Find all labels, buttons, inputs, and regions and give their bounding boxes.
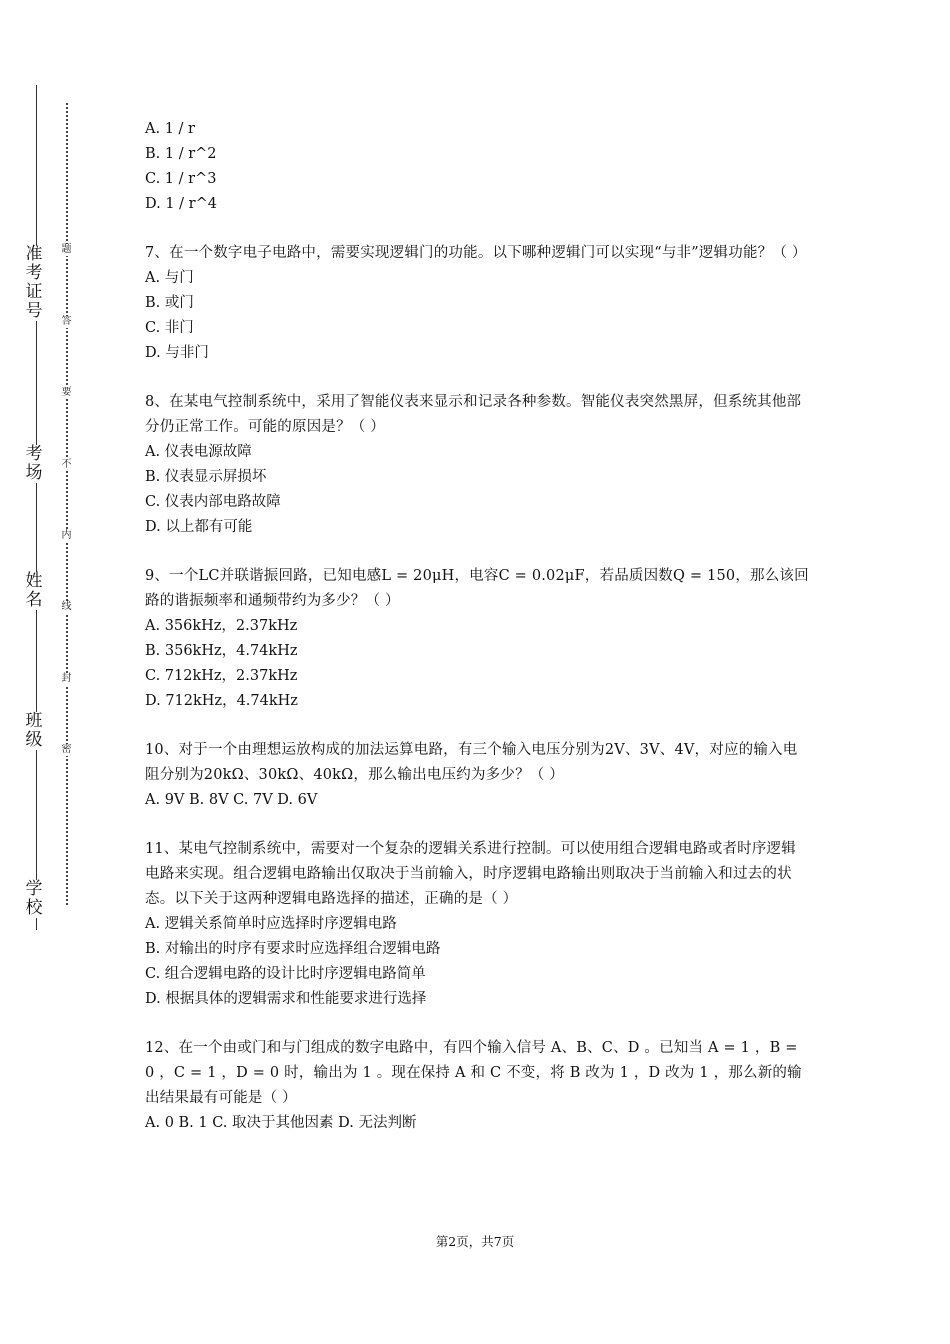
binding-dotted-line — [66, 103, 68, 905]
question-11 — [145, 837, 810, 1012]
question-7 — [145, 241, 810, 366]
option-d: D. 1 / r^4 — [145, 196, 217, 212]
page-footer: 第2页，共7页 — [435, 1234, 515, 1249]
question-text: 11、某电气控制系统中，需要对一个复杂的逻辑关系进行控制。可以使用组合逻辑电路或者时序逻辑电路来实现。组合逻辑电路输出仅取决于当前输入，时序逻辑电路输出则取决于当前输入和过去的状态。以下关于这两种逻辑电路选择的描述，正确的是（ ） — [145, 841, 796, 907]
exam-room-label: 考场 — [23, 445, 45, 483]
option-d: D. 与非门 — [145, 345, 209, 361]
question-6-carryover — [145, 117, 810, 217]
options-inline: A. 9V B. 8V C. 7V D. 6V — [145, 792, 318, 808]
question-8 — [145, 390, 810, 540]
question-text: 10、对于一个由理想运放构成的加法运算电路，有三个输入电压分别为2V、3V、4V，对应的输入电阻分别为20kΩ、30kΩ、40kΩ，那么输出电压约为多少？（ ） — [145, 742, 798, 783]
option-c: C. 非门 — [145, 320, 194, 336]
school-label: 学校 — [23, 880, 45, 918]
option-a: A. 逻辑关系简单时应选择时序逻辑电路 — [145, 916, 397, 932]
option-d: D. 根据具体的逻辑需求和性能要求进行选择 — [145, 991, 427, 1007]
option-b: B. 1 / r^2 — [145, 146, 217, 162]
option-b: B. 对输出的时序有要求时应选择组合逻辑电路 — [145, 941, 441, 957]
exam-number-label: 准考证号 — [23, 245, 45, 321]
name-label: 姓名 — [23, 572, 45, 610]
option-c: C. 1 / r^3 — [145, 171, 217, 187]
seal-char-ti: 题 — [61, 244, 72, 255]
question-10 — [145, 738, 810, 813]
question-text: 7、在一个数字电子电路中，需要实现逻辑门的功能。以下哪种逻辑门可以实现“与非”逻辑功能？（ ） — [145, 245, 807, 261]
option-b: B. 356kHz，4.74kHz — [145, 643, 298, 659]
seal-char-mi: 密 — [61, 744, 72, 755]
question-text: 12、在一个由或门和与门组成的数字电路中，有四个输入信号 A、B、C、D 。已知当 A = 1 ，B = 0 ，C = 1 ，D = 0 时，输出为 1 。现在保持 A 和 C 不变，将 B 改为 1 ，D 改为 1 ，那么新的输出结果最有可能是（ ） — [145, 1040, 802, 1106]
question-12 — [145, 1036, 810, 1136]
option-c: C. 仪表内部电路故障 — [145, 494, 281, 510]
option-d: D. 712kHz，4.74kHz — [145, 693, 298, 709]
option-c: C. 712kHz，2.37kHz — [145, 668, 298, 684]
option-a: A. 仪表电源故障 — [145, 444, 252, 460]
option-a: A. 356kHz，2.37kHz — [145, 618, 298, 634]
seal-char-nei: 内 — [61, 530, 72, 541]
option-d: D. 以上都有可能 — [145, 519, 253, 535]
option-a: A. 与门 — [145, 270, 194, 286]
question-9 — [145, 564, 810, 714]
option-b: B. 或门 — [145, 295, 194, 311]
option-a: A. 1 / r — [145, 121, 195, 137]
question-text: 9、一个LC并联谐振回路，已知电感L = 20μH，电容C = 0.02μF，若品质因数Q = 150，那么该回路的谐振频率和通频带约为多少？（ ） — [145, 568, 809, 609]
seal-char-yao: 要 — [61, 387, 72, 398]
binding-margin — [0, 0, 120, 1344]
seal-char-bu: 不 — [61, 459, 72, 470]
seal-char-feng: 封 — [61, 673, 72, 684]
question-text: 8、在某电气控制系统中，采用了智能仪表来显示和记录各种参数。智能仪表突然黑屏，但系统其他部分仍正常工作。可能的原因是？（ ） — [145, 394, 802, 435]
option-c: C. 组合逻辑电路的设计比时序逻辑电路简单 — [145, 966, 426, 982]
seal-char-xian: 线 — [61, 601, 72, 612]
option-b: B. 仪表显示屏损坏 — [145, 469, 267, 485]
seal-char-da: 答 — [61, 316, 72, 327]
question-content — [145, 117, 810, 1160]
options-inline: A. 0 B. 1 C. 取决于其他因素 D. 无法判断 — [145, 1115, 417, 1131]
class-label: 班级 — [23, 712, 45, 750]
binding-solid-line — [36, 85, 37, 930]
